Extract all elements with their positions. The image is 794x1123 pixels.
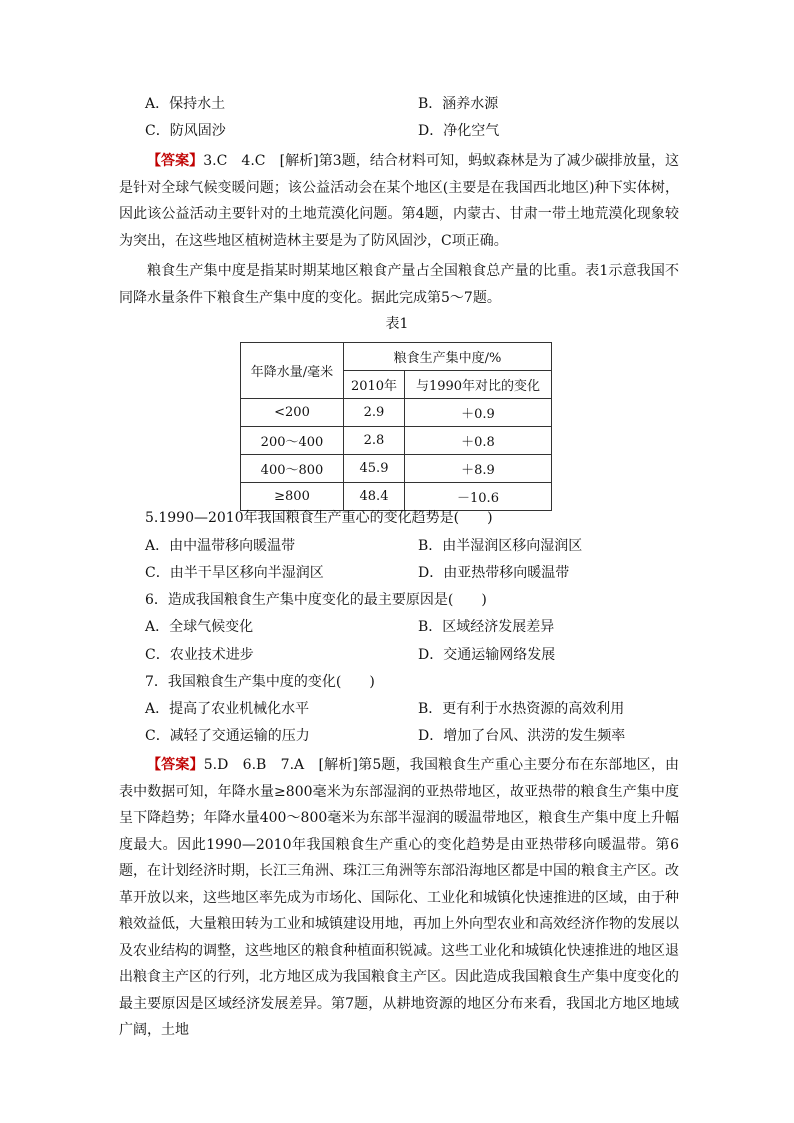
answer-text: 3.C 4.C [解析]第3题，结合材料可知，蚂蚁森林是为了减少碳排放量，这是针对全球气候变暖问题；该公益活动会在某个地区(主要是在我国西北地区)种下实体树，因此该公益活动主要针对的土地荒漠化问题。第4题，内蒙古、甘肃一带土地荒漠化现象较为突出，在这些地区植树造林主要是为了防风固沙，C项正确。: [119, 153, 680, 249]
q6-option-b: B．区域经济发展差异: [418, 619, 555, 635]
q5-option-d: D．由亚热带移向暖温带: [418, 565, 570, 581]
intro-paragraph: 粮食生产集中度是指某时期某地区粮食产量占全国粮食总产量的比重。表1示意我国不同降水量条件下粮食生产集中度的变化。据此完成第5～7题。: [119, 263, 679, 306]
q34-option-d: D．净化空气: [418, 123, 500, 139]
cell-change: ＋8.9: [405, 455, 552, 483]
cell-change: ＋0.8: [405, 427, 552, 455]
q5-option-b: B．由半湿润区移向湿润区: [418, 538, 583, 554]
table-row: [241, 455, 552, 483]
cell-range: 200～400: [241, 427, 344, 455]
answer-block-5-7: [119, 752, 679, 1044]
q6-option-c: C．农业技术进步: [145, 647, 254, 663]
table-header-2010: 2010年: [344, 371, 405, 399]
q34-option-b: B．涵养水源: [418, 96, 499, 112]
answer-tag: 【答案】: [147, 153, 204, 169]
q7-option-b: B．更有利于水热资源的高效利用: [418, 701, 625, 717]
table-caption: 表1: [385, 316, 409, 332]
cell-range: 400～800: [241, 455, 344, 483]
answer-block-3-4: [119, 148, 679, 254]
cell-range: ≥800: [241, 483, 344, 511]
q5-option-a: A．由中温带移向暖温带: [145, 538, 296, 554]
table-header-change: 与1990年对比的变化: [405, 371, 552, 399]
cell-2010: 2.8: [344, 427, 405, 455]
cell-range: <200: [241, 399, 344, 427]
cell-change: －10.6: [405, 483, 552, 511]
question-7-stem: 7．我国粮食生产集中度的变化( ): [145, 674, 375, 690]
cell-2010: 48.4: [344, 483, 405, 511]
q34-option-a: A．保持水土: [145, 96, 226, 112]
q7-option-c: C．减轻了交通运输的压力: [145, 728, 310, 744]
answer-text: 5.D 6.B 7.A [解析]第5题，我国粮食生产重心主要分布在东部地区，由表中数据可知，年降水量≥800毫米为东部湿润的亚热带地区，故亚热带的粮食生产集中度呈下降趋势；年降水量400～800毫米为东部半湿润的暖温带地区，粮食生产集中度上升幅度最大。因此1990—2010年我国粮食生产重心的变化趋势是由亚热带移向暖温带。第6题，在计划经济时期，长江三角洲、珠江三角洲等东部沿海地区都是中国的粮食主产区。改革开放以来，这些地区率先成为市场化、国际化、工业化和城镇化快速推进的区域，由于种粮效益低，大量粮田转为工业和城镇建设用地，再加上外向型农业和高效经济作物的发展以及农业结构的调整，这些地区的粮食种植面积锐减。这些工业化和城镇化快速推进的地区退出粮食主产区的行列，北方地区成为我国粮食主产区。因此造成我国粮食生产集中度变化的最主要原因是区域经济发展差异。第7题，从耕地资源的地区分布来看，我国北方地区地域广阔，土地: [119, 757, 679, 1038]
cell-2010: 45.9: [344, 455, 405, 483]
answer-tag: 【答案】: [147, 757, 204, 773]
q6-option-d: D．交通运输网络发展: [418, 647, 556, 663]
question-5-stem: 5.1990—2010年我国粮食生产重心的变化趋势是( ): [145, 510, 493, 526]
q6-option-a: A．全球气候变化: [145, 619, 254, 635]
cell-change: ＋0.9: [405, 399, 552, 427]
q7-option-a: A．提高了农业机械化水平: [145, 701, 310, 717]
table-row: [241, 399, 552, 427]
q5-option-c: C．由半干旱区移向半湿润区: [145, 565, 324, 581]
question-6-stem: 6．造成我国粮食生产集中度变化的最主要原因是( ): [145, 592, 487, 608]
data-table: [240, 342, 552, 511]
q34-option-c: C．防风固沙: [145, 123, 226, 139]
table-header-group: 粮食生产集中度/%: [344, 343, 552, 371]
table-row: [241, 427, 552, 455]
table-header-rainfall: 年降水量/毫米: [241, 343, 344, 399]
cell-2010: 2.9: [344, 399, 405, 427]
q7-option-d: D．增加了台风、洪涝的发生频率: [418, 728, 626, 744]
